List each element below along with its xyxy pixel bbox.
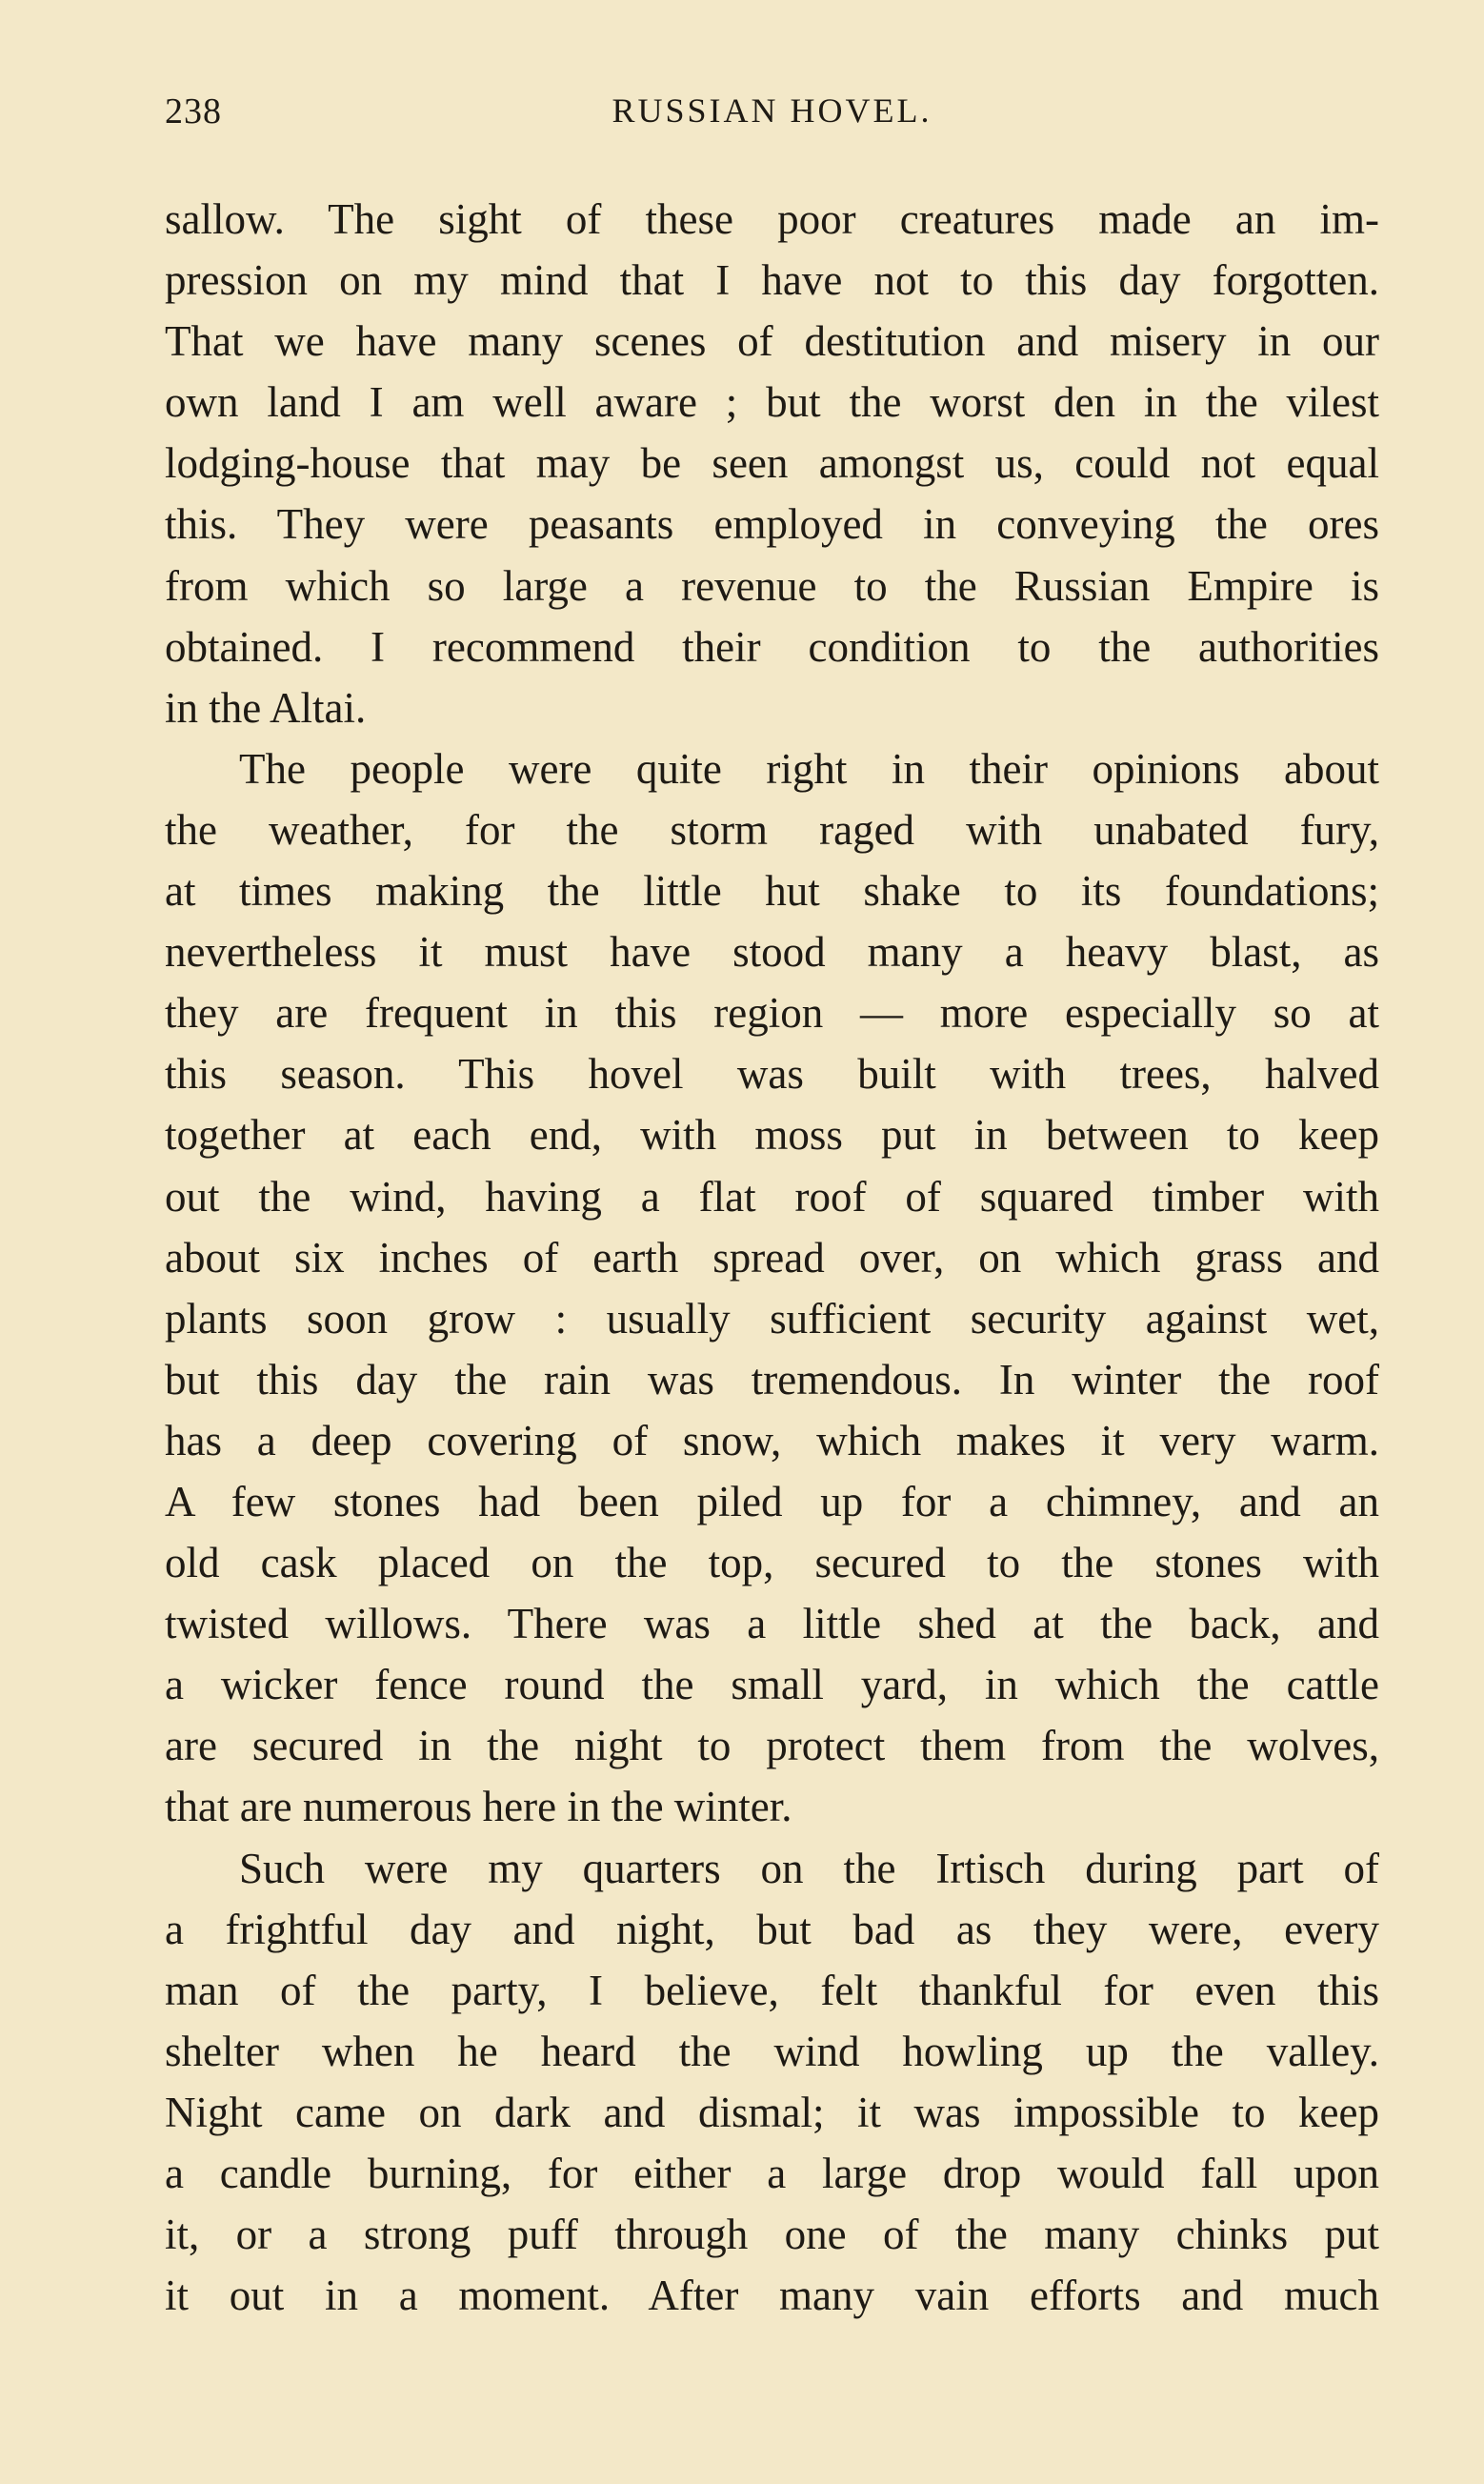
- text-line: A few stones had been piled up for a chimney, and an: [165, 1477, 1379, 1525]
- text-line: lodging-house that may be seen amongst us, could not equal: [165, 439, 1379, 488]
- text-line: sallow. The sight of these poor creatures made an im-: [165, 195, 1379, 243]
- body-text: [165, 189, 1379, 2326]
- text-line: a frightful day and night, but bad as they were, every: [165, 1905, 1379, 1953]
- text-line: Night came on dark and dismal; it was impossible to keep: [165, 2088, 1379, 2136]
- text-line: at times making the little hut shake to its foundations;: [165, 867, 1379, 916]
- text-line: in the Altai.: [165, 683, 367, 732]
- text-line: the weather, for the storm raged with unabated fury,: [165, 805, 1379, 854]
- text-line: but this day the rain was tremendous. In winter the roof: [165, 1355, 1379, 1404]
- text-line: The people were quite right in their opinions about: [239, 744, 1379, 793]
- text-line: it, or a strong puff through one of the many chinks put: [165, 2211, 1379, 2259]
- text-line: has a deep covering of snow, which makes it very warm.: [165, 1416, 1379, 1464]
- text-line: a candle burning, for either a large drop would fall upon: [165, 2150, 1379, 2197]
- text-line: this. They were peasants employed in conveying the ores: [165, 500, 1379, 549]
- text-line: about six inches of earth spread over, on which grass and: [165, 1233, 1379, 1282]
- text-line: it out in a moment. After many vain efforts and much: [165, 2272, 1379, 2320]
- text-line: from which so large a revenue to the Russian Empire is: [165, 561, 1379, 610]
- text-line: plants soon grow : usually sufficient security against wet,: [165, 1294, 1379, 1343]
- text-line: twisted willows. There was a little shed at the back, and: [165, 1600, 1379, 1648]
- text-line: a wicker fence round the small yard, in which the cattle: [165, 1661, 1379, 1709]
- text-line: out the wind, having a flat roof of squared timber with: [165, 1172, 1379, 1221]
- text-line: they are frequent in this region — more especially so at: [165, 989, 1379, 1038]
- text-line: together at each end, with moss put in between to keep: [165, 1111, 1379, 1160]
- text-line: That we have many scenes of destitution and misery in our: [165, 317, 1379, 366]
- text-line: man of the party, I believe, felt thankful for even this: [165, 1966, 1379, 2014]
- text-line: that are numerous here in the winter.: [165, 1783, 792, 1831]
- text-line: old cask placed on the top, secured to the stones with: [165, 1539, 1379, 1587]
- text-line: own land I am well aware ; but the worst den in the vilest: [165, 378, 1379, 427]
- text-line: Such were my quarters on the Irtisch during part of: [239, 1844, 1379, 1892]
- text-line: shelter when he heard the wind howling up the valley.: [165, 2027, 1379, 2075]
- text-line: this season. This hovel was built with trees, halved: [165, 1050, 1379, 1099]
- text-line: are secured in the night to protect them from the wolves,: [165, 1722, 1379, 1770]
- text-line: obtained. I recommend their condition to the authorities: [165, 622, 1379, 671]
- text-line: pression on my mind that I have not to this day forgotten.: [165, 256, 1379, 305]
- running-title: RUSSIAN HOVEL.: [612, 91, 933, 130]
- text-line: nevertheless it must have stood many a heavy blast, as: [165, 928, 1379, 977]
- page-number: 238: [165, 91, 222, 131]
- running-head: [165, 91, 1379, 148]
